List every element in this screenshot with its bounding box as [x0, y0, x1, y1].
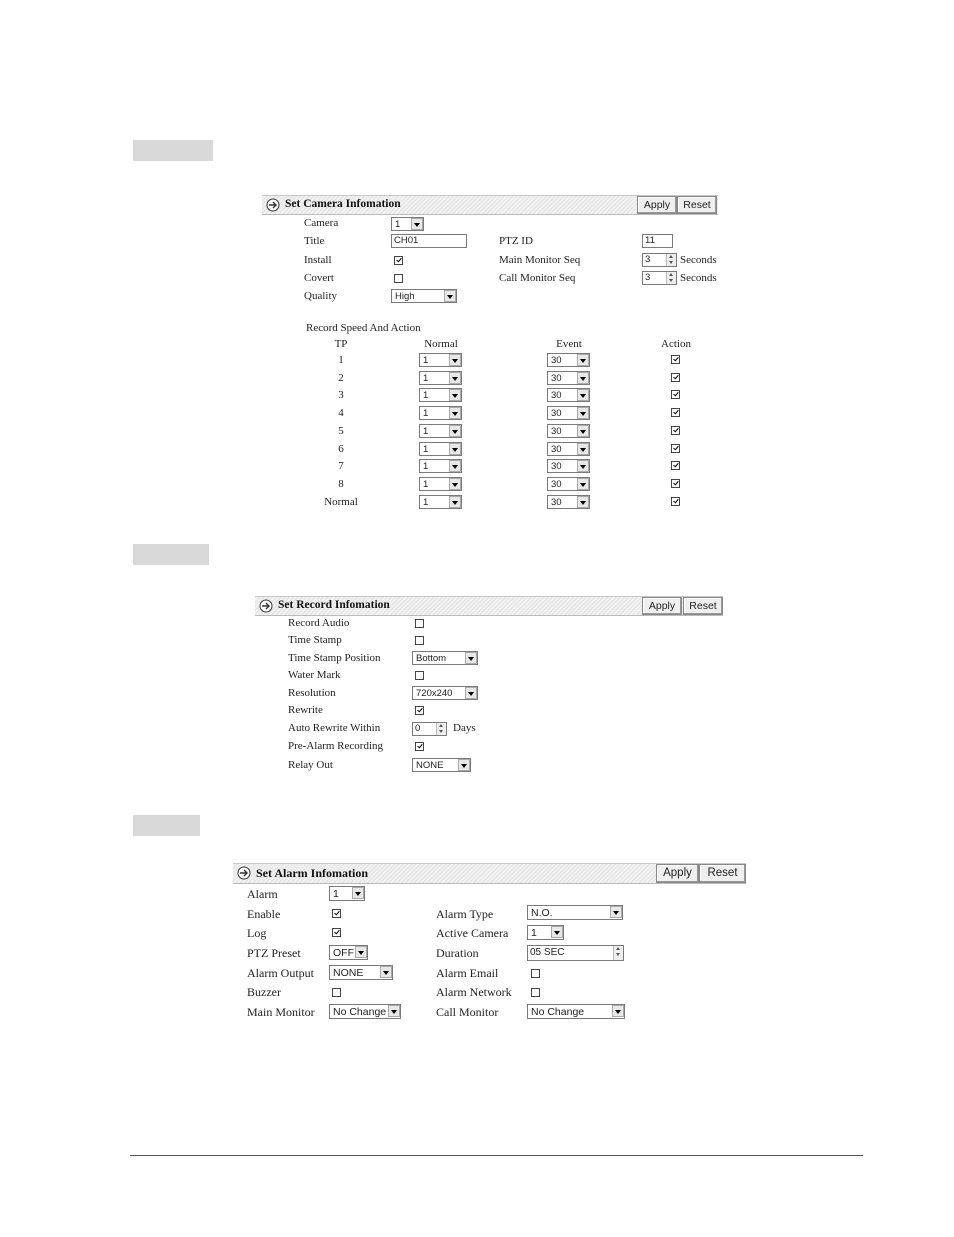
speed-row-normal-select[interactable]: 1: [419, 388, 462, 402]
seconds-unit-2: Seconds: [680, 272, 717, 284]
pre-alarm-checkbox[interactable]: [415, 742, 424, 751]
speed-row-tp: 8: [338, 478, 344, 490]
install-checkbox[interactable]: [394, 256, 403, 265]
auto-rewrite-label: Auto Rewrite Within: [288, 722, 381, 734]
speed-row-tp: 2: [338, 372, 344, 384]
log-label: Log: [247, 926, 267, 940]
chevron-down-icon: [551, 926, 563, 938]
auto-rewrite-stepper[interactable]: 0: [412, 722, 447, 736]
main-monitor-seq-label: Main Monitor Seq: [499, 254, 581, 266]
chevron-down-icon: [449, 425, 461, 437]
speed-row-action-checkbox[interactable]: [671, 497, 680, 506]
speed-row-tp: 7: [338, 460, 344, 472]
spinner-arrows-icon[interactable]: [666, 272, 676, 284]
buzzer-label: Buzzer: [247, 985, 281, 999]
ptz-preset-label: PTZ Preset: [247, 946, 301, 960]
section-bar-1: [133, 140, 213, 161]
col-tp-header: TP: [334, 338, 348, 350]
speed-row-action-checkbox[interactable]: [671, 461, 680, 470]
chevron-down-icon: [449, 478, 461, 490]
speed-row-tp: 1: [338, 354, 344, 366]
alarm-select[interactable]: 1: [329, 886, 365, 901]
speed-row-normal-select[interactable]: 1: [419, 495, 462, 509]
spinner-arrows-icon[interactable]: [436, 723, 446, 735]
record-reset-button[interactable]: Reset: [683, 597, 723, 615]
rewrite-checkbox[interactable]: [415, 706, 424, 715]
spinner-arrows-icon[interactable]: [666, 254, 676, 266]
speed-row-event-select[interactable]: 30: [547, 353, 590, 367]
speed-row-tp: 4: [338, 407, 344, 419]
camera-label: Camera: [304, 217, 339, 229]
speed-row-tp: 3: [338, 389, 344, 401]
relay-out-select[interactable]: NONE: [412, 758, 471, 772]
speed-row-tp: 5: [338, 425, 344, 437]
alarm-network-checkbox[interactable]: [531, 988, 540, 997]
ptz-id-input[interactable]: 11: [642, 234, 673, 248]
water-mark-label: Water Mark: [288, 669, 341, 681]
chevron-down-icon: [577, 478, 589, 490]
duration-stepper[interactable]: 05 SEC: [527, 945, 624, 961]
alarm-reset-button[interactable]: Reset: [699, 864, 746, 883]
pre-alarm-label: Pre-Alarm Recording: [288, 740, 383, 752]
chevron-down-icon: [577, 372, 589, 384]
chevron-down-icon: [449, 407, 461, 419]
rewrite-label: Rewrite: [288, 704, 323, 716]
active-camera-label: Active Camera: [436, 926, 509, 940]
chevron-down-icon: [465, 687, 477, 699]
speed-row-event-select[interactable]: 30: [547, 459, 590, 473]
days-unit: Days: [453, 722, 476, 734]
enable-checkbox[interactable]: [332, 909, 341, 918]
chevron-down-icon: [444, 290, 456, 302]
record-audio-checkbox[interactable]: [415, 619, 424, 628]
install-label: Install: [304, 254, 332, 266]
chevron-down-icon: [388, 1005, 400, 1017]
buzzer-checkbox[interactable]: [332, 988, 341, 997]
arrow-right-icon: [237, 866, 251, 880]
water-mark-checkbox[interactable]: [415, 671, 424, 680]
col-normal-header: Normal: [424, 338, 458, 350]
speed-row-action-checkbox[interactable]: [671, 479, 680, 488]
speed-row-event-select[interactable]: 30: [547, 442, 590, 456]
speed-row-action-checkbox[interactable]: [671, 408, 680, 417]
time-stamp-position-select[interactable]: Bottom: [412, 651, 478, 665]
covert-label: Covert: [304, 272, 334, 284]
call-monitor-label: Call Monitor: [436, 1005, 499, 1019]
main-monitor-label: Main Monitor: [247, 1005, 315, 1019]
chevron-down-icon: [449, 372, 461, 384]
speed-row-tp: Normal: [324, 496, 358, 508]
chevron-down-icon: [577, 389, 589, 401]
title-input[interactable]: CH01: [391, 234, 467, 248]
alarm-network-label: Alarm Network: [436, 985, 512, 999]
col-event-header: Event: [556, 338, 582, 350]
speed-row-event-select[interactable]: 30: [547, 495, 590, 509]
chevron-down-icon: [352, 887, 364, 899]
time-stamp-checkbox[interactable]: [415, 636, 424, 645]
relay-out-label: Relay Out: [288, 759, 333, 771]
alarm-type-label: Alarm Type: [436, 907, 494, 921]
alarm-apply-button[interactable]: Apply: [656, 864, 699, 883]
speed-row-normal-select[interactable]: 1: [419, 424, 462, 438]
main-monitor-select[interactable]: No Change: [329, 1004, 401, 1019]
chevron-down-icon: [577, 496, 589, 508]
speed-row-action-checkbox[interactable]: [671, 355, 680, 364]
chevron-down-icon: [577, 425, 589, 437]
camera-select[interactable]: 1: [391, 217, 424, 231]
speed-row-normal-select[interactable]: 1: [419, 477, 462, 491]
alarm-label: Alarm: [247, 887, 278, 901]
quality-label: Quality: [304, 290, 337, 302]
log-checkbox[interactable]: [332, 928, 341, 937]
call-monitor-seq-stepper[interactable]: 3: [642, 271, 677, 285]
chevron-down-icon: [577, 354, 589, 366]
main-monitor-seq-stepper[interactable]: 3: [642, 253, 677, 267]
record-audio-label: Record Audio: [288, 617, 350, 629]
enable-label: Enable: [247, 907, 281, 921]
chevron-down-icon: [380, 966, 392, 978]
speed-row-normal-select[interactable]: 1: [419, 459, 462, 473]
speed-row-event-select[interactable]: 30: [547, 477, 590, 491]
chevron-down-icon: [465, 652, 477, 664]
chevron-down-icon: [577, 443, 589, 455]
ptz-id-label: PTZ ID: [499, 235, 533, 247]
alarm-type-select[interactable]: N.O.: [527, 905, 623, 920]
duration-label: Duration: [436, 946, 479, 960]
time-stamp-label: Time Stamp: [288, 634, 342, 646]
time-stamp-position-label: Time Stamp Position: [288, 652, 381, 664]
speed-row-event-select[interactable]: 30: [547, 406, 590, 420]
call-monitor-seq-label: Call Monitor Seq: [499, 272, 576, 284]
title-label: Title: [304, 235, 325, 247]
call-monitor-select[interactable]: No Change: [527, 1004, 625, 1019]
active-camera-select[interactable]: 1: [527, 925, 564, 940]
alarm-email-checkbox[interactable]: [531, 969, 540, 978]
quality-select[interactable]: High: [391, 289, 457, 303]
camera-panel-title: Set Camera Infomation: [285, 198, 401, 210]
speed-row-event-select[interactable]: 30: [547, 388, 590, 402]
speed-row-event-select[interactable]: 30: [547, 424, 590, 438]
alarm-email-label: Alarm Email: [436, 966, 499, 980]
col-action-header: Action: [661, 338, 691, 350]
seconds-unit-1: Seconds: [680, 254, 717, 266]
alarm-output-label: Alarm Output: [247, 966, 314, 980]
chevron-down-icon: [458, 759, 470, 771]
chevron-down-icon: [577, 460, 589, 472]
speed-row-tp: 6: [338, 443, 344, 455]
chevron-down-icon: [449, 443, 461, 455]
speed-row-event-select[interactable]: 30: [547, 371, 590, 385]
speed-row-action-checkbox[interactable]: [671, 426, 680, 435]
speed-row-normal-select[interactable]: 1: [419, 406, 462, 420]
resolution-select[interactable]: 720x240: [412, 686, 478, 700]
resolution-label: Resolution: [288, 687, 336, 699]
speed-row-normal-select[interactable]: 1: [419, 371, 462, 385]
speed-row-normal-select[interactable]: 1: [419, 442, 462, 456]
section-bar-3: [133, 815, 200, 836]
arrow-right-icon: [266, 198, 280, 212]
speed-row-action-checkbox[interactable]: [671, 444, 680, 453]
section-bar-2: [133, 544, 209, 565]
chevron-down-icon: [577, 407, 589, 419]
chevron-down-icon: [411, 218, 423, 230]
chevron-down-icon: [610, 906, 622, 918]
chevron-down-icon: [449, 496, 461, 508]
chevron-down-icon: [449, 354, 461, 366]
record-apply-button[interactable]: Apply: [642, 597, 682, 615]
spinner-arrows-icon[interactable]: [613, 946, 623, 960]
alarm-output-select[interactable]: NONE: [329, 965, 393, 980]
speed-row-normal-select[interactable]: 1: [419, 353, 462, 367]
footer-rule: [130, 1155, 863, 1156]
chevron-down-icon: [355, 946, 367, 958]
chevron-down-icon: [449, 460, 461, 472]
covert-checkbox[interactable]: [394, 274, 403, 283]
ptz-preset-select[interactable]: OFF: [329, 945, 368, 960]
camera-apply-button[interactable]: Apply: [637, 196, 677, 214]
speed-row-action-checkbox[interactable]: [671, 373, 680, 382]
alarm-panel-title: Set Alarm Infomation: [256, 866, 368, 880]
chevron-down-icon: [612, 1005, 624, 1017]
record-panel-title: Set Record Infomation: [278, 599, 390, 611]
chevron-down-icon: [449, 389, 461, 401]
record-speed-heading: Record Speed And Action: [306, 322, 421, 334]
camera-reset-button[interactable]: Reset: [677, 196, 717, 214]
arrow-right-icon: [259, 599, 273, 613]
speed-row-action-checkbox[interactable]: [671, 390, 680, 399]
